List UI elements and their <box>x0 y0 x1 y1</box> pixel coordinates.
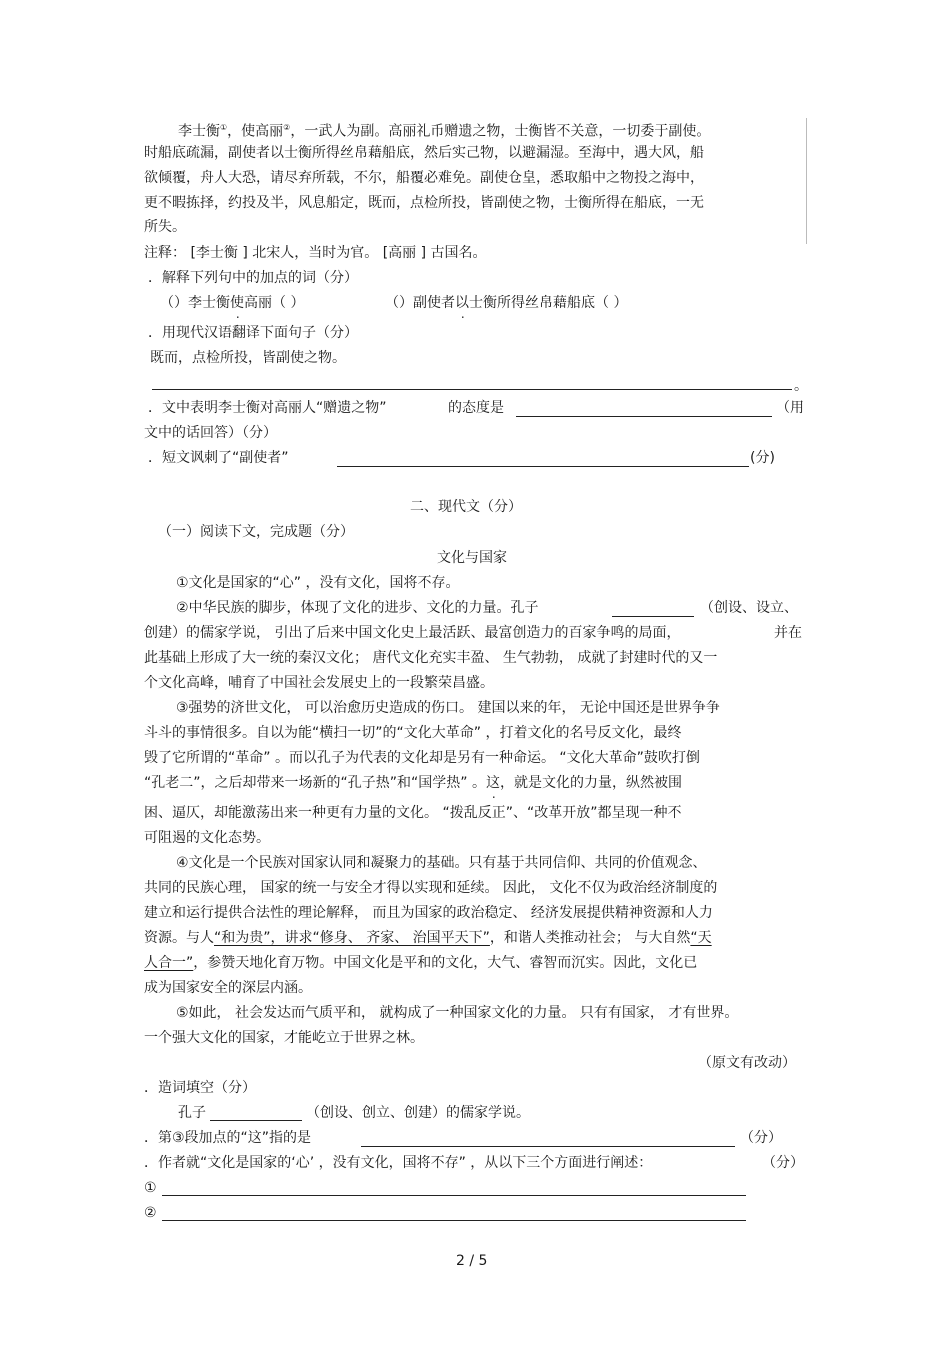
article-p4-c: 建立和运行提供合法性的理论解释， 而且为国家的政治稳定、 经济发展提供精神资源和人力 <box>144 905 713 921</box>
article-p5-a: ⑤如此， 社会发达而气质平和， 就构成了一种国家文化的力量。 只有有国家， 才有世界。 <box>176 1005 739 1021</box>
answer-line-2[interactable] <box>162 1220 746 1221</box>
article-p2-c: 创建）的儒家学说， 引出了后来中国文化史上最活跃、最富创造力的百家争鸣的局面， <box>144 625 681 641</box>
answer-line-translate[interactable] <box>152 389 792 390</box>
question-attitude-c: （用 <box>776 400 804 416</box>
question-fill-a: 孔子 <box>178 1105 206 1121</box>
answer-line-attitude[interactable] <box>516 416 772 417</box>
article-p2-f: 个文化高峰，哺育了中国社会发展史上的一段繁荣昌盛。 <box>144 675 494 691</box>
section-title: 二、现代文（分） <box>410 499 522 515</box>
question-satire-b: (分) <box>750 450 775 466</box>
question-translate-title: ．用现代汉语翻译下面句子（分） <box>148 325 358 341</box>
margin-line <box>806 118 807 244</box>
answer-line-1[interactable] <box>162 1195 746 1196</box>
article-source: （原文有改动） <box>698 1055 796 1071</box>
classical-line-4: 更不暇拣择，约投及半，风息船定，既而，点检所投，皆副使之物，士衡所得在船底，一无 <box>144 195 704 211</box>
question-zhe-b: （分） <box>740 1130 782 1146</box>
article-p4-d: 资源。与人“和为贵”，讲求“修身、 齐家、 治国平天下”，和谐人类推动社会； 与大自然“天 <box>144 930 712 946</box>
classical-line-2: 时船底疏漏，副使者以士衡所得丝帛藉船底，然后实己物，以避漏湿。至海中，遇大风，船 <box>144 145 704 161</box>
question-attitude-b: 的态度是 <box>448 400 504 416</box>
answer-number-1: ① <box>144 1180 157 1196</box>
page-number: 2 / 5 <box>456 1253 488 1269</box>
question-fill-b: （创设、创立、创建）的儒家学说。 <box>306 1105 530 1121</box>
answer-line-satire[interactable] <box>337 466 749 467</box>
question-attitude-d: 文中的话回答）（分） <box>144 425 277 441</box>
question-three-a: ．作者就“文化是国家的‘心’ ，没有文化，国将不存” ，从以下三个方面进行阐述： <box>144 1155 653 1171</box>
question-explain-title: ．解释下列句中的加点的词（分） <box>148 270 358 286</box>
classical-line-5: 所失。 <box>144 219 186 235</box>
article-p3-c: 毁了它所谓的“革命” 。而以孔子为代表的文化却是另有一种命运。 “文化大革命”鼓吹打倒 <box>144 750 700 766</box>
article-p2-a: ②中华民族的脚步，体现了文化的进步、文化的力量。孔子 <box>176 600 539 616</box>
article-p2-b: （创设、设立、 <box>700 600 798 616</box>
classical-line-1: 李士衡①，使高丽②，一武人为副。高丽礼币赠遗之物，士衡皆不关意，一切委于副使。 <box>178 123 711 140</box>
article-p3-d: “孔老二”，之后却带来一场新的“孔子热”和“国学热” 。这，就是文化的力量，纵然被围 <box>144 775 682 791</box>
article-p2-d: 并在 <box>774 625 802 641</box>
answer-line-end: 。 <box>794 378 808 394</box>
question-explain-a: （）李士衡使高丽（ ） <box>160 295 305 311</box>
classical-line-3: 欲倾覆，舟人大恐，请尽弃所载，不尔，船覆必难免。副使仓皇，悉取船中之物投之海中， <box>144 170 704 186</box>
question-explain-b: （）副使者以士衡所得丝帛藉船底（ ） <box>385 295 628 311</box>
article-p1: ①文化是国家的“心” ，没有文化，国将不存。 <box>176 575 460 591</box>
answer-line-zhe[interactable] <box>361 1146 735 1147</box>
section-subtitle: （一）阅读下文，完成题（分） <box>158 524 354 540</box>
article-p4-a: ④文化是一个民族对国家认同和凝聚力的基础。只有基于共同信仰、共同的价值观念、 <box>176 855 707 871</box>
article-p5-b: 一个强大文化的国家，才能屹立于世界之林。 <box>144 1030 424 1046</box>
question-attitude-a: ．文中表明李士衡对高丽人“赠遗之物” <box>148 400 387 416</box>
article-p3-f: 可阻遏的文化态势。 <box>144 830 270 846</box>
question-fill-title: ．造词填空（分） <box>144 1080 256 1096</box>
article-p4-e: 人合一”，参赞天地化育万物。中国文化是平和的文化，大气、睿智而沉实。因此，文化已 <box>144 955 698 971</box>
question-translate-sentence: 既而，点检所投，皆副使之物。 <box>150 350 346 366</box>
article-p3-e: 困、逼仄，却能激荡出来一种更有力量的文化。 “拨乱反正”、“改革开放”都呈现一种不 <box>144 805 682 821</box>
question-zhe-a: ．第③段加点的“这”指的是 <box>144 1130 312 1146</box>
article-p4-b: 共同的民族心理， 国家的统一与安全才得以实现和延续。 因此， 文化不仅为政治经济制度的 <box>144 880 718 896</box>
article-p3-a: ③强势的济世文化， 可以治愈历史造成的伤口。 建国以来的年， 无论中国还是世界争争 <box>176 700 720 716</box>
article-p3-b: 斗斗的事情很多。自以为能“横扫一切”的“文化大革命” ，打着文化的名号反文化，最终 <box>144 725 682 741</box>
blank-p2[interactable] <box>612 616 694 617</box>
article-p2-e: 此基础上形成了大一统的秦汉文化； 唐代文化充实丰盈、 生气勃勃， 成就了封建时代的又一 <box>144 650 718 666</box>
question-satire-a: ．短文讽刺了“副使者” <box>148 450 289 466</box>
question-three-b: （分） <box>762 1155 804 1171</box>
article-title: 文化与国家 <box>437 550 507 566</box>
answer-number-2: ② <box>144 1205 157 1221</box>
annotation: 注释： [李士衡 ] 北宋人，当时为官。 [高丽 ] 古国名。 <box>144 245 487 261</box>
article-p4-f: 成为国家安全的深层内涵。 <box>144 980 312 996</box>
blank-fill[interactable] <box>210 1120 302 1121</box>
